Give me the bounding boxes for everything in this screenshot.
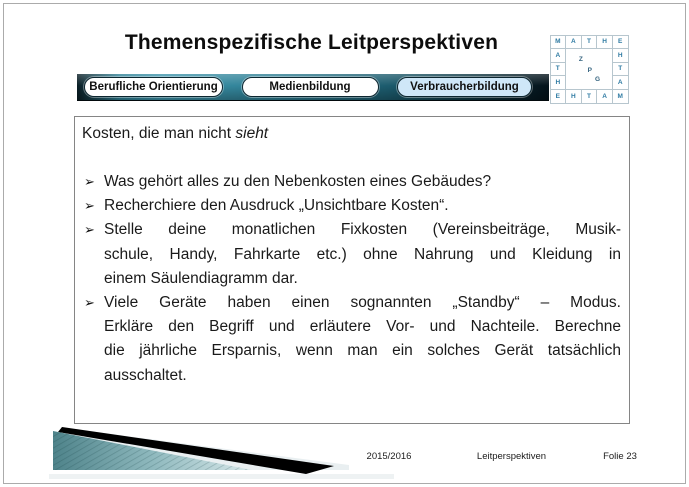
logo-letter: T [550, 62, 567, 77]
bullet-item [82, 194, 621, 218]
bullet-list [82, 170, 621, 388]
logo-letter: M [550, 35, 567, 50]
arrow-bullet-icon: ➢ [84, 198, 95, 214]
logo-letter: A [565, 35, 582, 50]
bullet-line: Was gehört alles zu den Nebenkosten eines Gebäudes? [104, 173, 492, 190]
logo-letter: H [612, 48, 629, 63]
logo-letter: H [550, 75, 567, 90]
content-heading [82, 123, 621, 145]
arrow-bullet-icon: ➢ [84, 174, 95, 189]
heading-regular: Kosten, die man nicht [82, 125, 236, 142]
logo-letter: A [612, 75, 629, 90]
page-title: Themenspezifische Leitperspektiven [124, 31, 499, 54]
logo-letter: E [550, 89, 567, 104]
arrow-bullet-icon: ➢ [84, 295, 95, 311]
logo-letter: E [612, 35, 629, 50]
footer-year: 2015/2016 [366, 451, 412, 462]
bullet-line: Viele Geräte haben einen sognannten „Standby“ – Modus. [104, 294, 621, 312]
logo-letter: A [550, 48, 567, 63]
tab-verbraucherbildung[interactable]: Verbraucherbildung [397, 77, 532, 97]
logo-letter: H [565, 89, 582, 104]
bullet-line: Erkläre den Begriff und erläutere Vor- und Nachteile. Berechne [104, 318, 621, 336]
logo-letter: M [612, 89, 629, 104]
slide [3, 3, 686, 484]
bullet-line: einem Säulendiagramm dar. [104, 269, 298, 287]
bullet-line: schule, Handy, Fahrkarte etc.) ohne Nahrung und Kleidung in [104, 245, 621, 263]
arrow-bullet-icon: ➢ [84, 222, 95, 238]
heading-italic: sieht [235, 125, 269, 142]
logo-center-diagonal [565, 48, 613, 90]
logo-letter: H [596, 35, 613, 50]
bullet-item [82, 170, 621, 194]
logo-letter: T [581, 89, 598, 104]
logo-letter: Z [578, 56, 583, 64]
bullet-item [82, 218, 621, 291]
logo-letter: T [612, 62, 629, 77]
footer-page-number: Folie 23 [603, 451, 637, 462]
logo-letter: T [581, 35, 598, 50]
footer-strip [49, 474, 394, 479]
bullet-line: die jährliche Ersparnis, wenn man ein solches Gerät tatsächlich [104, 342, 621, 360]
footer-topic: Leitperspektiven [476, 451, 547, 462]
tab-berufliche-orientierung[interactable]: Berufliche Orientierung [84, 77, 223, 97]
bullet-item [82, 291, 621, 388]
logo-letter: P [587, 66, 592, 74]
bullet-line: Recherchiere den Ausdruck „Unsichtbare Kosten“. [104, 197, 449, 215]
tab-medienbildung[interactable]: Medienbildung [242, 77, 379, 97]
zpg-mathe-logo [550, 35, 628, 103]
content-box [74, 116, 630, 424]
bullet-line: ausschaltet. [104, 366, 187, 384]
leitperspektiven-tabbar [77, 74, 549, 101]
logo-letter: A [596, 89, 613, 104]
logo-letter: G [594, 76, 600, 84]
bullet-line: Stelle deine monatlichen Fixkosten (Vereinsbeiträge, Musik- [104, 221, 621, 239]
